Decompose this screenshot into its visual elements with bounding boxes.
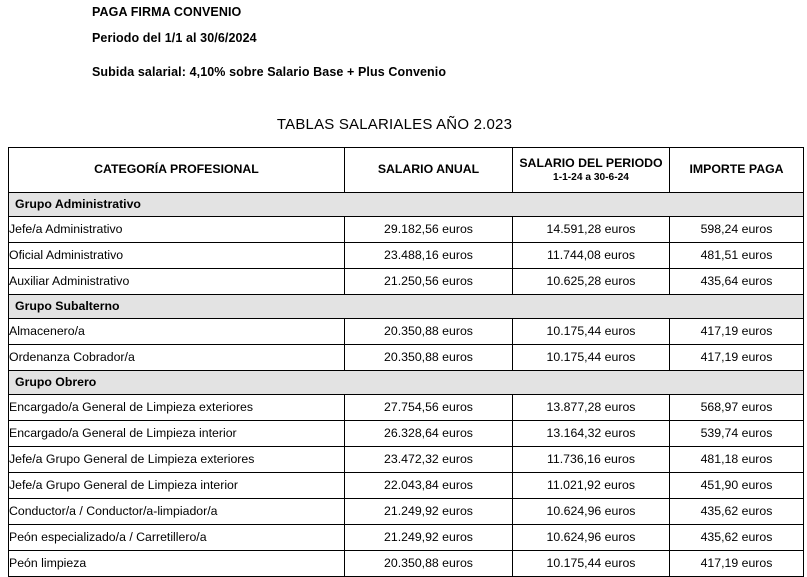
- group-label: Grupo Subalterno: [9, 294, 804, 318]
- cell-categoria: Conductor/a / Conductor/a-limpiador/a: [9, 498, 345, 524]
- cell-importe-paga: 435,62 euros: [670, 498, 804, 524]
- table-row: [9, 394, 804, 420]
- cell-importe-paga: 417,19 euros: [670, 318, 804, 344]
- cell-salario-anual: 23.472,32 euros: [345, 446, 513, 472]
- cell-salario-anual: 21.249,92 euros: [345, 524, 513, 550]
- table-row: [9, 242, 804, 268]
- cell-salario-anual: 20.350,88 euros: [345, 344, 513, 370]
- column-header-salario-anual: [345, 147, 513, 192]
- cell-salario-anual: 21.250,56 euros: [345, 268, 513, 294]
- cell-categoria: Auxiliar Administrativo: [9, 268, 345, 294]
- column-header-salario-anual-label: SALARIO ANUAL: [377, 162, 480, 177]
- cell-importe-paga: 481,18 euros: [670, 446, 804, 472]
- cell-salario-periodo: 11.021,92 euros: [513, 472, 670, 498]
- table-group-row: [9, 370, 804, 394]
- column-header-salario-periodo-sub: 1-1-24 a 30-6-24: [553, 171, 629, 183]
- column-header-categoria: [9, 147, 345, 192]
- header-line-raise: Subida salarial: 4,10% sobre Salario Base + Plus Convenio: [92, 65, 447, 79]
- cell-categoria: Peón limpieza: [9, 550, 345, 576]
- document-header: [0, 0, 807, 79]
- column-header-importe-paga-label: IMPORTE PAGA: [689, 162, 784, 177]
- cell-salario-anual: 21.249,92 euros: [345, 498, 513, 524]
- cell-salario-periodo: 10.175,44 euros: [513, 550, 670, 576]
- cell-salario-periodo: 14.591,28 euros: [513, 216, 670, 242]
- cell-importe-paga: 435,62 euros: [670, 524, 804, 550]
- group-label: Grupo Obrero: [9, 370, 804, 394]
- table-body: [9, 192, 804, 576]
- cell-categoria: Peón especializado/a / Carretillero/a: [9, 524, 345, 550]
- cell-importe-paga: 481,51 euros: [670, 242, 804, 268]
- cell-salario-anual: 22.043,84 euros: [345, 472, 513, 498]
- table-row: [9, 216, 804, 242]
- cell-salario-periodo: 10.625,28 euros: [513, 268, 670, 294]
- table-row: [9, 268, 804, 294]
- cell-categoria: Jefe/a Grupo General de Limpieza exteriores: [9, 446, 345, 472]
- header-line-title: PAGA FIRMA CONVENIO: [92, 5, 242, 19]
- cell-categoria: Jefe/a Administrativo: [9, 216, 345, 242]
- cell-salario-anual: 20.350,88 euros: [345, 318, 513, 344]
- column-header-salario-periodo: [513, 147, 670, 192]
- table-row: [9, 498, 804, 524]
- page-title: TABLAS SALARIALES AÑO 2.023: [276, 115, 513, 133]
- cell-salario-periodo: 11.736,16 euros: [513, 446, 670, 472]
- table-head: [9, 147, 804, 192]
- table-row: [9, 524, 804, 550]
- table-row: [9, 318, 804, 344]
- cell-salario-anual: 29.182,56 euros: [345, 216, 513, 242]
- table-row: [9, 472, 804, 498]
- table-row: [9, 344, 804, 370]
- group-label: Grupo Administrativo: [9, 192, 804, 216]
- cell-categoria: Oficial Administrativo: [9, 242, 345, 268]
- cell-salario-periodo: 10.175,44 euros: [513, 344, 670, 370]
- table-group-row: [9, 192, 804, 216]
- cell-importe-paga: 417,19 euros: [670, 344, 804, 370]
- cell-importe-paga: 451,90 euros: [670, 472, 804, 498]
- salary-table: [8, 147, 804, 577]
- cell-categoria: Almacenero/a: [9, 318, 345, 344]
- cell-importe-paga: 539,74 euros: [670, 420, 804, 446]
- cell-salario-periodo: 11.744,08 euros: [513, 242, 670, 268]
- cell-categoria: Encargado/a General de Limpieza exteriores: [9, 394, 345, 420]
- cell-salario-anual: 20.350,88 euros: [345, 550, 513, 576]
- column-header-importe-paga: [670, 147, 804, 192]
- cell-salario-anual: 23.488,16 euros: [345, 242, 513, 268]
- cell-importe-paga: 417,19 euros: [670, 550, 804, 576]
- cell-salario-anual: 26.328,64 euros: [345, 420, 513, 446]
- table-row: [9, 420, 804, 446]
- cell-importe-paga: 435,64 euros: [670, 268, 804, 294]
- table-group-row: [9, 294, 804, 318]
- column-header-categoria-label: CATEGORÍA PROFESIONAL: [94, 162, 259, 177]
- cell-importe-paga: 598,24 euros: [670, 216, 804, 242]
- cell-salario-periodo: 13.877,28 euros: [513, 394, 670, 420]
- cell-salario-periodo: 10.175,44 euros: [513, 318, 670, 344]
- cell-categoria: Jefe/a Grupo General de Limpieza interior: [9, 472, 345, 498]
- cell-salario-periodo: 10.624,96 euros: [513, 524, 670, 550]
- cell-salario-periodo: 10.624,96 euros: [513, 498, 670, 524]
- cell-salario-anual: 27.754,56 euros: [345, 394, 513, 420]
- column-header-salario-periodo-label: SALARIO DEL PERIODO: [519, 155, 663, 170]
- table-row: [9, 446, 804, 472]
- cell-importe-paga: 568,97 euros: [670, 394, 804, 420]
- cell-salario-periodo: 13.164,32 euros: [513, 420, 670, 446]
- cell-categoria: Ordenanza Cobrador/a: [9, 344, 345, 370]
- header-line-period: Periodo del 1/1 al 30/6/2024: [92, 30, 257, 45]
- cell-categoria: Encargado/a General de Limpieza interior: [9, 420, 345, 446]
- table-header-row: [9, 147, 804, 192]
- table-row: [9, 550, 804, 576]
